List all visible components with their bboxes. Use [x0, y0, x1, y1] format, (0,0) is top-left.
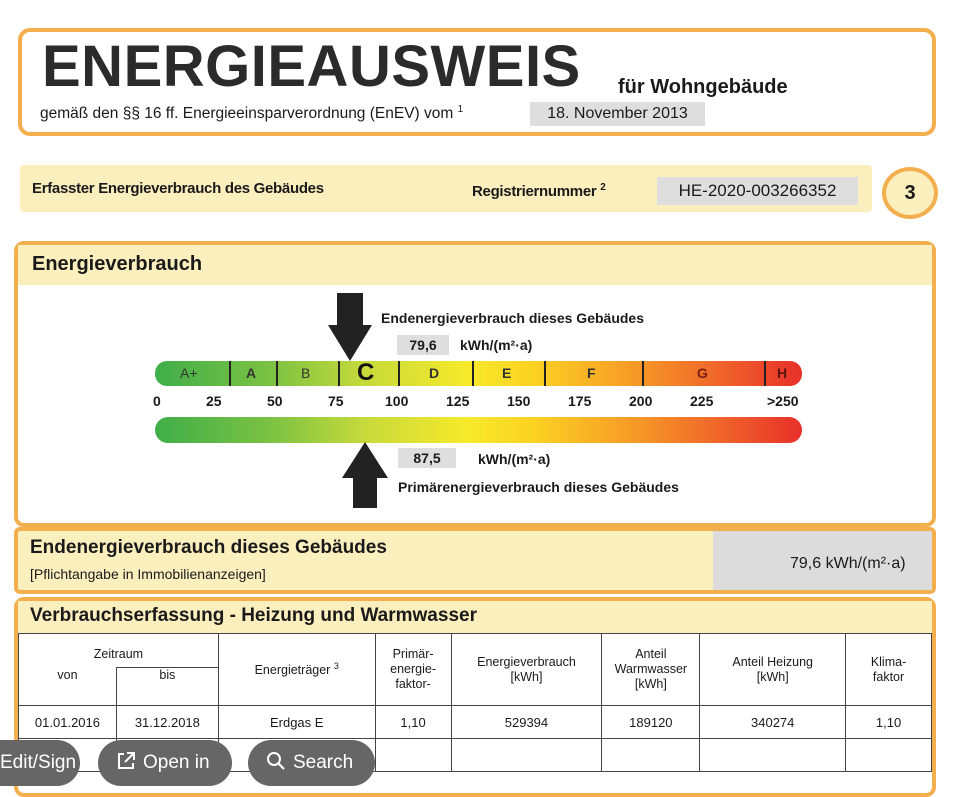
- edit-sign-label: Edit/Sign: [0, 752, 77, 773]
- scale-tick: 225: [690, 393, 714, 409]
- registration-label: [472, 182, 606, 200]
- scale-tick: 50: [267, 393, 283, 409]
- law-reference: [40, 104, 463, 123]
- scale-tick: 125: [446, 393, 470, 409]
- carrier-header-text: Energieträger: [254, 663, 331, 678]
- col-header-to: bis: [116, 668, 218, 706]
- klima-line: faktor: [872, 669, 905, 684]
- col-header-from: von: [19, 668, 117, 706]
- end-energy-arrow-icon: [328, 293, 372, 361]
- end-energy-summary-value: 79,6 kWh/(m²·a): [790, 555, 906, 572]
- table-cell: 189120: [602, 706, 700, 739]
- table-cell: 31.12.2018: [116, 706, 218, 739]
- table-cell: 1,10: [375, 706, 451, 739]
- law-date-field: 18. November 2013: [530, 102, 705, 126]
- end-energy-unit: kWh/(m²·a): [460, 337, 533, 353]
- table-cell: 529394: [451, 706, 602, 739]
- scale-tick: 150: [507, 393, 531, 409]
- class-divider: [544, 361, 546, 386]
- class-divider: [642, 361, 644, 386]
- table-cell: [451, 739, 602, 772]
- end-energy-value: 79,6: [397, 335, 449, 355]
- ww-line: Anteil: [635, 647, 667, 661]
- class-divider: [472, 361, 474, 386]
- document-subtitle: für Wohngebäude: [618, 76, 788, 98]
- search-label: Search: [293, 752, 354, 773]
- scale-tick: >250: [767, 393, 799, 409]
- registration-label-text: Registriernummer: [472, 183, 597, 200]
- cons-line: Energieverbrauch: [477, 654, 576, 669]
- col-header-heating: [700, 634, 846, 706]
- col-header-carrier: [218, 634, 375, 706]
- end-energy-label: Endenergieverbrauch dieses Gebäudes: [381, 310, 644, 326]
- heat-line: [kWh]: [756, 669, 789, 684]
- scale-tick: 25: [206, 393, 222, 409]
- class-divider: [338, 361, 340, 386]
- class-divider: [229, 361, 231, 386]
- class-divider: [276, 361, 278, 386]
- class-label: E: [502, 365, 512, 381]
- class-label: A+: [180, 365, 198, 381]
- law-footnote: 1: [457, 104, 464, 115]
- class-label: D: [429, 365, 440, 381]
- pf-line: Primär-: [392, 647, 434, 661]
- end-energy-summary-title: Endenergieverbrauch dieses Gebäudes: [30, 537, 387, 558]
- col-header-warm-water: [602, 634, 700, 706]
- col-header-primary-factor: [375, 634, 451, 706]
- class-label: F: [587, 365, 596, 381]
- class-label: H: [777, 365, 788, 381]
- table-cell: Erdgas E: [218, 706, 375, 739]
- primary-energy-value: 87,5: [398, 448, 456, 468]
- ww-line: [kWh]: [634, 677, 667, 691]
- klima-line: Klima-: [870, 654, 907, 669]
- open-in-label: Open in: [143, 752, 210, 773]
- col-header-period: Zeitraum: [19, 634, 219, 668]
- table-cell: 01.01.2016: [19, 706, 117, 739]
- pf-line: energie-: [390, 662, 436, 676]
- heat-line: Anteil Heizung: [732, 654, 813, 669]
- page-number-badge: 3: [882, 167, 938, 219]
- ww-line: Warmwasser: [614, 662, 688, 676]
- class-divider: [764, 361, 766, 386]
- primary-energy-label: Primärenergieverbrauch dieses Gebäudes: [398, 479, 679, 495]
- search-button[interactable]: [248, 740, 375, 786]
- col-header-climate-factor: [846, 634, 932, 706]
- class-divider: [398, 361, 400, 386]
- table-cell: 1,10: [846, 706, 932, 739]
- class-label: A: [246, 365, 257, 381]
- table-cell: [602, 739, 700, 772]
- primary-energy-arrow-icon: [342, 442, 388, 508]
- table-cell: [846, 739, 932, 772]
- table-row: [19, 706, 932, 739]
- pf-line: faktor-: [395, 677, 431, 691]
- table-cell: 340274: [700, 706, 846, 739]
- class-label: G: [697, 365, 708, 381]
- col-header-consumption: [451, 634, 602, 706]
- consumption-record-title: Verbrauchserfassung - Heizung und Warmwasser: [30, 605, 477, 626]
- law-text: gemäß den §§ 16 ff. Energieeinsparverordnung (EnEV) vom: [40, 105, 454, 123]
- search-icon: [266, 751, 286, 771]
- scale-tick: 0: [153, 393, 161, 409]
- scale-tick: 100: [385, 393, 409, 409]
- end-energy-summary-note: [Pflichtangabe in Immobilienanzeigen]: [30, 566, 266, 582]
- carrier-footnote: 3: [333, 660, 339, 671]
- gradient-scale-bar: [155, 417, 802, 443]
- measured-consumption-label: Erfasster Energieverbrauch des Gebäudes: [32, 180, 324, 197]
- external-link-icon: [116, 751, 136, 771]
- document-title: ENERGIEAUSWEIS: [42, 34, 581, 99]
- cons-line: [kWh]: [510, 669, 543, 684]
- primary-energy-unit: kWh/(m²·a): [478, 451, 551, 467]
- energy-section-title: Energieverbrauch: [32, 253, 203, 275]
- open-in-button[interactable]: [98, 740, 232, 786]
- table-cell: [700, 739, 846, 772]
- table-cell: [375, 739, 451, 772]
- scale-tick: 75: [328, 393, 344, 409]
- scale-tick: 200: [629, 393, 653, 409]
- edit-sign-button[interactable]: [0, 740, 80, 786]
- class-label-current: C: [357, 359, 375, 386]
- class-label: B: [301, 365, 311, 381]
- registration-number: HE-2020-003266352: [657, 177, 858, 205]
- registration-footnote: 2: [600, 182, 606, 193]
- scale-tick: 175: [568, 393, 592, 409]
